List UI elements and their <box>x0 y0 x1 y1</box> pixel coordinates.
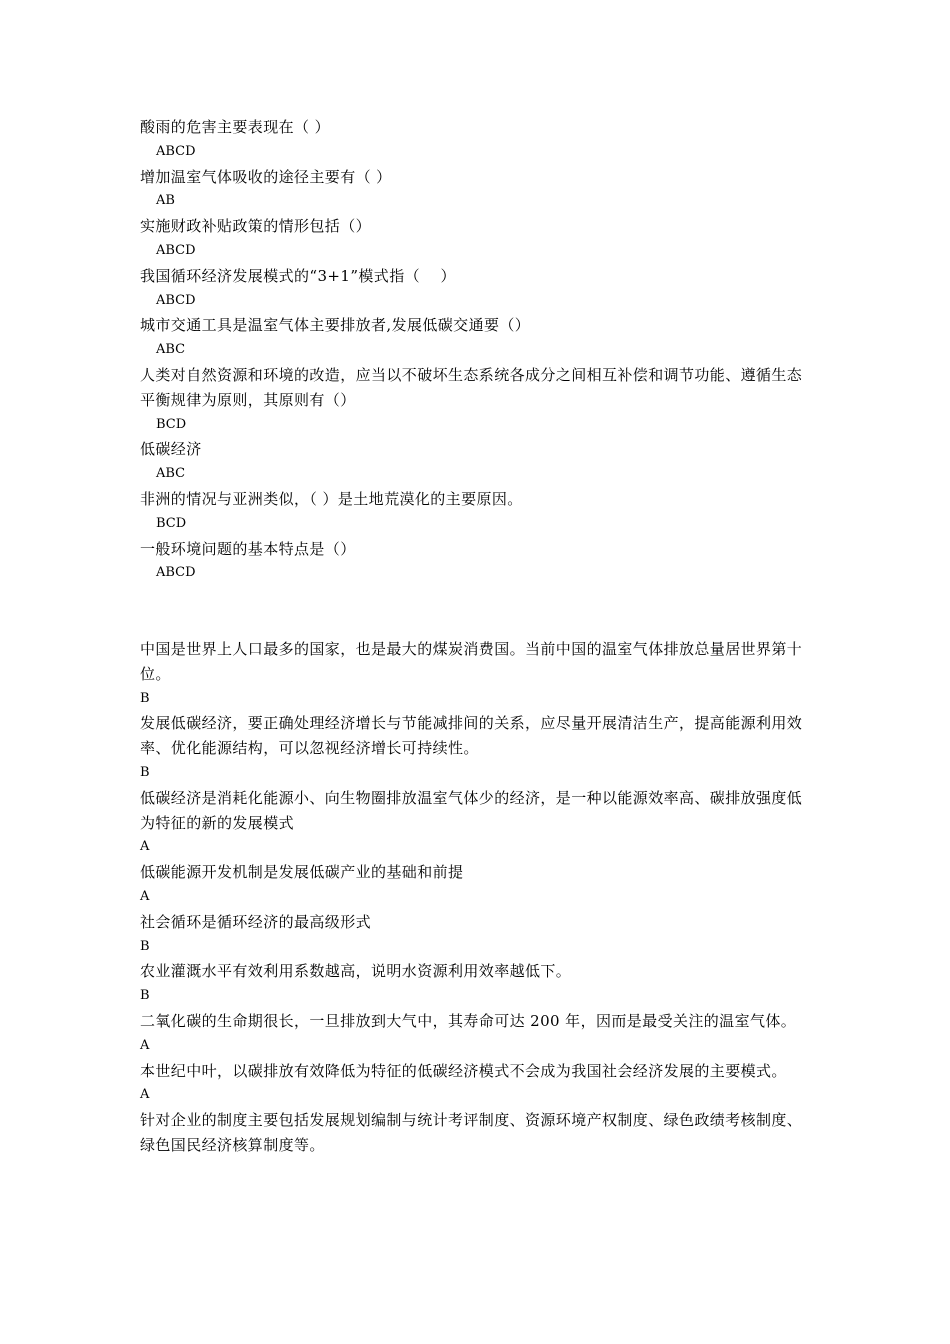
answer-text: A <box>140 839 150 855</box>
question-text: 人类对自然资源和环境的改造，应当以不破坏生态系统各成分之间相互补偿和调节功能、遵循生态平衡规律为原则，其原则有（） <box>140 365 803 409</box>
question-text: 社会循环是循环经济的最高级形式 <box>140 912 372 931</box>
question-text: 酸雨的危害主要表现在（ ） <box>140 118 330 136</box>
answer-text: ABCD <box>156 143 196 159</box>
question-text: 我国循环经济发展模式的“3+1”模式指（ ） <box>140 266 456 285</box>
answer-text: ABCD <box>156 292 196 308</box>
question-text: 农业灌溉水平有效利用系数越高，说明水资源利用效率越低下。 <box>140 962 572 981</box>
question-text: 增加温室气体吸收的途径主要有（ ） <box>140 167 392 186</box>
question-text: 二氧化碳的生命期很长，一旦排放到大气中，其寿命可达 200 年，因而是最受关注的温室气体。 <box>140 1011 797 1030</box>
answer-text: ABCD <box>156 565 196 581</box>
answer-text: AB <box>156 193 175 209</box>
answer-text: ABC <box>156 342 186 358</box>
answer-text: B <box>140 764 150 780</box>
answer-text: ABC <box>156 466 186 482</box>
answer-text: B <box>140 938 150 954</box>
question-text: 实施财政补贴政策的情形包括（） <box>140 217 372 236</box>
answer-text: A <box>140 1037 150 1053</box>
question-text: 针对企业的制度主要包括发展规划编制与统计考评制度、资源环境产权制度、绿色政绩考核制度、绿色国民经济核算制度等。 <box>140 1111 803 1154</box>
answer-text: BCD <box>156 515 187 531</box>
question-text: 低碳经济是消耗化能源小、向生物圈排放温室气体少的经济，是一种以能源效率高、碳排放强度低为特征的新的发展模式 <box>140 788 803 832</box>
answer-text: B <box>140 690 150 706</box>
answer-text: B <box>140 988 150 1004</box>
answer-text: ABCD <box>156 242 196 258</box>
question-text: 城市交通工具是温室气体主要排放者,发展低碳交通要（） <box>140 316 531 335</box>
question-text: 中国是世界上人口最多的国家，也是最大的煤炭消费国。当前中国的温室气体排放总量居世界第十位。 <box>140 640 803 683</box>
question-text: 非洲的情况与亚洲类似，（ ）是土地荒漠化的主要原因。 <box>140 489 523 508</box>
question-text: 低碳能源开发机制是发展低碳产业的基础和前提 <box>140 863 464 882</box>
true-false-section <box>140 637 815 1158</box>
question-text: 低碳经济 <box>140 440 202 459</box>
multiple-choice-section <box>140 115 815 586</box>
answer-text: A <box>140 888 150 904</box>
question-text: 本世纪中叶，以碳排放有效降低为特征的低碳经济模式不会成为我国社会经济发展的主要模式。 <box>140 1061 787 1080</box>
answer-text: BCD <box>156 416 187 432</box>
question-text: 发展低碳经济，要正确处理经济增长与节能减排间的关系，应尽量开展清洁生产，提高能源利用效率、优化能源结构，可以忽视经济增长可持续性。 <box>140 714 803 758</box>
question-text: 一般环境问题的基本特点是（） <box>140 539 356 558</box>
answer-text: A <box>140 1087 150 1103</box>
